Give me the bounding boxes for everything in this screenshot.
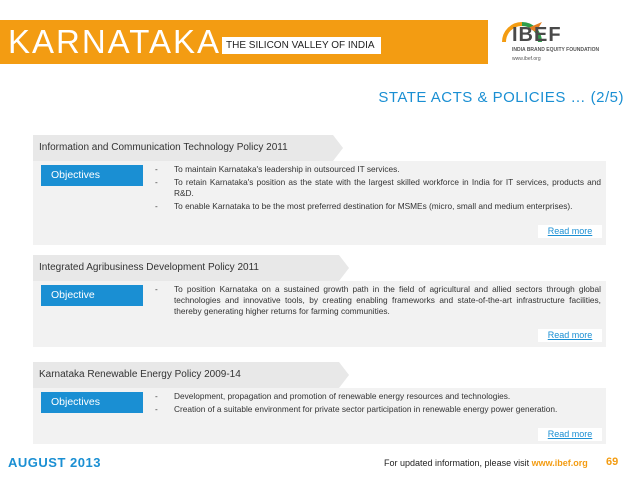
section-title: Information and Communication Technology Policy 2011 bbox=[33, 135, 333, 161]
footer-url-link[interactable]: www.ibef.org bbox=[531, 458, 588, 468]
section-title: Integrated Agribusiness Development Policy 2011 bbox=[33, 255, 339, 281]
page-subtitle: STATE ACTS & POLICIES … (2/5) bbox=[378, 89, 624, 106]
policy-section-renewable-energy bbox=[33, 362, 606, 444]
page-number: 69 bbox=[606, 456, 619, 468]
footer-date: AUGUST 2013 bbox=[8, 455, 101, 470]
logo-name: IBEF bbox=[512, 24, 562, 46]
slide-header bbox=[0, 0, 638, 78]
section-body bbox=[33, 161, 606, 245]
objective-label: Objective bbox=[41, 285, 143, 306]
read-more-link[interactable]: Read more bbox=[538, 428, 602, 441]
logo-subtitle: INDIA BRAND EQUITY FOUNDATION bbox=[512, 47, 600, 53]
state-title: KARNATAKA bbox=[8, 23, 221, 60]
logo-url: www.ibef.org bbox=[512, 56, 541, 62]
section-body bbox=[33, 388, 606, 444]
objectives-list bbox=[155, 391, 601, 417]
policy-section-agribusiness bbox=[33, 255, 606, 347]
objectives-list bbox=[155, 284, 601, 319]
footer-note bbox=[384, 458, 588, 468]
read-more-link[interactable]: Read more bbox=[538, 329, 602, 342]
ibef-logo[interactable] bbox=[490, 10, 638, 74]
objectives-label: Objectives bbox=[41, 165, 143, 186]
read-more-link[interactable]: Read more bbox=[538, 225, 602, 238]
list-item: - Development, propagation and promotion of renewable energy resources and technologies. bbox=[155, 391, 601, 402]
objectives-list bbox=[155, 164, 601, 214]
section-body bbox=[33, 281, 606, 347]
policy-section-ict bbox=[33, 135, 606, 245]
list-item: - Creation of a suitable environment for private sector participation in renewable energy power generation. bbox=[155, 404, 601, 415]
list-item: - To retain Karnataka's position as the state with the largest skilled workforce in India for IT services, products and R&D. bbox=[155, 177, 601, 199]
list-item: - To position Karnataka on a sustained growth path in the field of agricultural and allied sectors through global technologies and innovative tools, by creating enabling frameworks and state-of-the-art infrastructure facilities, thereby generating higher returns for farming communities. bbox=[155, 284, 601, 317]
objectives-label: Objectives bbox=[41, 392, 143, 413]
list-item: - To enable Karnataka to be the most preferred destination for MSMEs (micro, small and medium enterprises). bbox=[155, 201, 601, 212]
footer-note-text: For updated information, please visit bbox=[384, 458, 530, 468]
state-tagline: THE SILICON VALLEY OF INDIA bbox=[222, 37, 381, 54]
section-title: Karnataka Renewable Energy Policy 2009-14 bbox=[33, 362, 339, 388]
list-item: - To maintain Karnataka's leadership in outsourced IT services. bbox=[155, 164, 601, 175]
